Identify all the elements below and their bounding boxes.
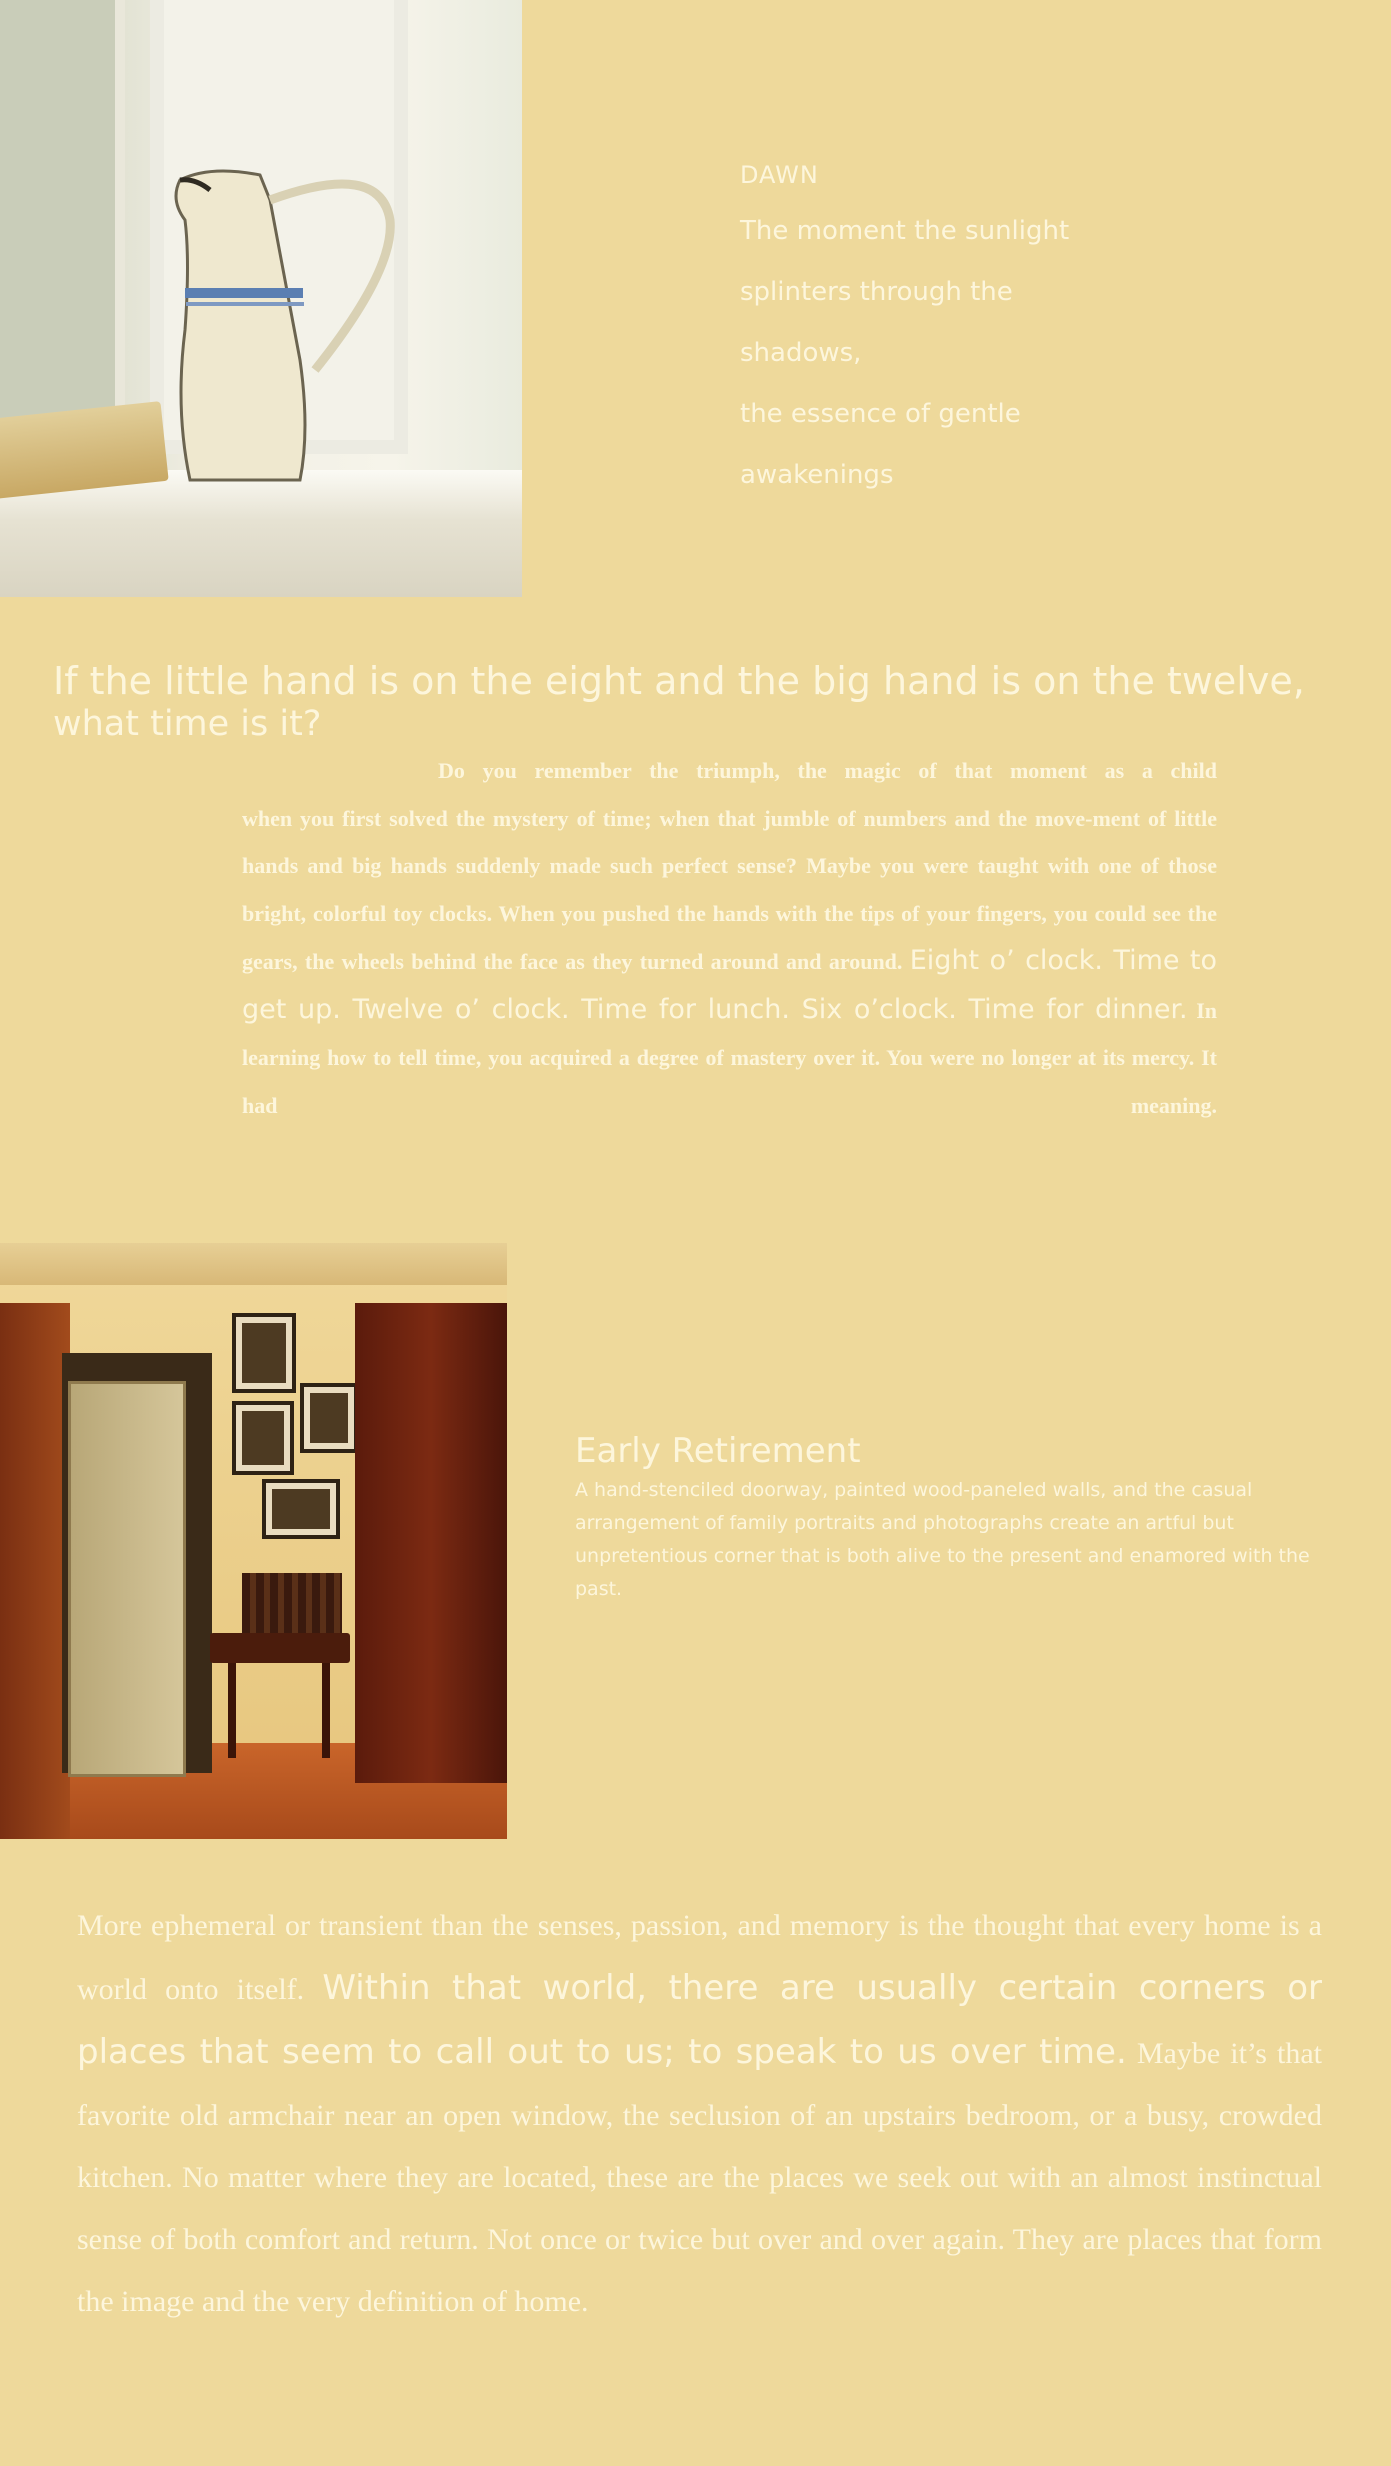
- home-paragraph-start: More ephemeral or transient than the senses, passion, and memory is the thought that every home is a world onto itself.: [77, 1909, 1322, 2006]
- photo-highboy-cabinet: [355, 1303, 507, 1783]
- photo-bookshelf: [0, 1303, 70, 1839]
- caption-title: Early Retirement: [575, 1431, 861, 1471]
- portrait-frame: [300, 1383, 358, 1453]
- photo-table: [210, 1633, 350, 1663]
- home-paragraph-end: Maybe it’s that favorite old armchair near an open window, the seclusion of an upstairs bedroom, or a busy, crowded kitchen. No matter where they are located, these are the places we seek out with an almost instinctual sense of both comfort and return. Not once or twice but over and over again. They are places that form the image and the very definition of home.: [77, 2037, 1322, 2318]
- paragraph-ending: In learning how to tell time, you acquired a degree of mastery over it. You were no longer at its mercy. It had meaning.: [242, 997, 1218, 1118]
- time-paragraph: [242, 747, 1217, 1129]
- dawn-caption: [740, 155, 1120, 506]
- room-caption: [575, 1428, 1315, 1606]
- dawn-line: splinters through the shadows,: [740, 277, 1013, 368]
- photo-stenciled-door: [68, 1381, 186, 1777]
- dawn-line: awakenings: [740, 460, 894, 490]
- pitcher-photo: [0, 0, 522, 597]
- dawn-heading: DAWN: [740, 161, 819, 189]
- question-line-1: If the little hand is on the eight and the big hand is on the twelve,: [53, 659, 1305, 703]
- photo-door: [0, 0, 125, 420]
- paragraph-clock-insert: Eight o’ clock. Time to get up. Twelve o’ clock. Time for lunch. Six o’clock. Time for dinner.: [242, 945, 1217, 1025]
- paragraph-body: when you first solved the mystery of time; when that jumble of numbers and the move-ment of little hands and big hands suddenly made such perfect sense? Maybe you were taught with one of those bright, colorful toy clocks. When you pushed the hands with the tips of your fingers, you could see the gears, the wheels behind the face as they turned around and around.: [242, 805, 1217, 974]
- portrait-frame: [262, 1479, 340, 1539]
- dawn-line: The moment the sunlight: [740, 216, 1070, 246]
- home-paragraph: [77, 1895, 1322, 2333]
- dawn-line: the essence of gentle: [740, 399, 1021, 429]
- photo-ceiling: [0, 1243, 507, 1285]
- home-paragraph-emphasis: Within that world, there are usually certain corners or places that seem to call out to us; to speak to us over time.: [77, 1968, 1323, 2072]
- photo-table-leg: [322, 1663, 330, 1758]
- portrait-frame: [232, 1313, 296, 1393]
- photo-books: [242, 1573, 342, 1633]
- pitcher-illustration: [150, 160, 410, 490]
- caption-body: A hand-stenciled doorway, painted wood-paneled walls, and the casual arrangement of family portraits and photographs create an artful but unpretentious corner that is both alive to the present and enamored with the past.: [575, 1479, 1310, 1600]
- portrait-frame: [232, 1401, 294, 1475]
- paragraph-first-line: Do you remember the triumph, the magic of that moment as a child: [438, 758, 1217, 783]
- question-line-2: what time is it?: [53, 704, 322, 744]
- question-heading: [53, 658, 1383, 744]
- room-photo: [0, 1243, 507, 1839]
- photo-table-leg: [228, 1663, 236, 1758]
